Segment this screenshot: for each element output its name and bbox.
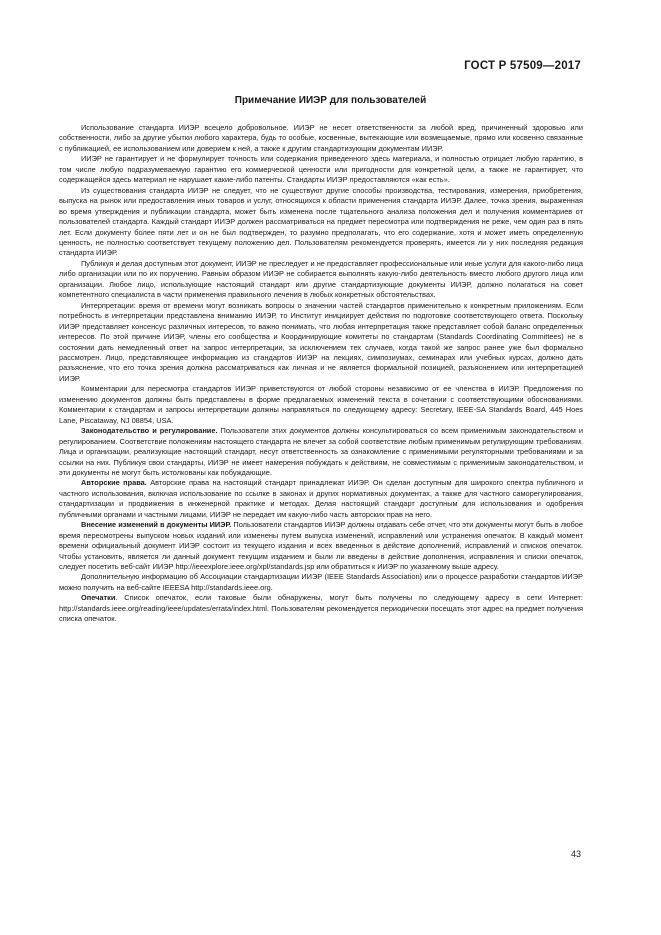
paragraph-lead: Внесение изменений в документы ИИЭР. [81,520,232,530]
page-title: Примечание ИИЭР для пользователей [234,95,427,106]
paragraph: Дополнительную информацию об Ассоциации стандартизации ИИЭР (IEEE Standards Association) или о процессе разработки стандартов ИИЭР можно получить на веб-сайте IEEESA http://standards.ieee.org. [59,572,583,592]
paragraph-errata: Опечатки. Список опечаток, если таковые были обнаружены, могут быть получены по следующему адресу в сети Интернет: http://standards.ieee.org/reading/ieee/updates/errata/index.html. Пользователям рекомендуется периодически посещать этот адрес на предмет получения списка опечаток. [59,593,583,624]
paragraph: Из существования стандарта ИИЭР не следует, что не существуют другие способы производства, тестирования, измерения, приобретения, выпуска на рынок или предоставления иных товаров и услуг, относящихся к области применения стандарта ИИЭР. Далее, точка зрения, выраженная во время утверждения и публикации стандарта, может быть изменена после тщательного анализа положения дел и получения комментариев от пользователей стандарта. Каждый стандарт ИИЭР должен рассматриваться на предмет пересмотра или подтверждения не реже, чем один раз в пять лет. Если документу более пяти лет и он не был подтвержден, то разумно предполагать, что его содержание, хотя и может иметь определенную ценность, не полностью соответствует текущему положению дел. Пользователям рекомендуется проверять, имеется ли у них последняя редакция стандарта ИИЭР. [59,185,583,258]
paragraph-lead: Опечатки [81,593,116,603]
paragraph-lead: Законодательство и регулирование. [81,426,218,436]
document-body [59,123,583,625]
paragraph-lead: Авторские права. [81,478,147,488]
paragraph: Использование стандарта ИИЭР всецело добровольное. ИИЭР не несет ответственности за любой вред, причиненный здоровью или собственности, либо за другие убытки любого характера, будь то особые, косвенные, вытекающие или возмещаемые, прямо или косвенно связанные с публикацией, ее использованием или доверием к ней, а также к другим стандартизующим документам ИИЭР. [59,123,583,153]
paragraph: Публикуя и делая доступным этот документ, ИИЭР не преследует и не предоставляет профессиональные или иные услуги для какого-либо лица либо организации или по их поручению. Равным образом ИИЭР не собирается выполнять какую-либо деятельность вместо любого другого лица или организации. Любое лицо, использующие настоящий стандарт или другие стандартизующие документы ИИЭР, должно полагаться на совет компетентного специалиста в части применения правильного лечения в любых конкретных обстоятельствах. [59,258,583,300]
paragraph: Интерпретации: время от времени могут возникать вопросы о значении частей стандартов применительно к конкретным приложениям. Если потребность в интерпретации представлена вниманию ИИЭР, то Институт инициирует действия по подготовке соответствующего ответа. Поскольку ИИЭР представляет консенсус различных интересов, то важно понимать, что любая интерпретация также представляет собой баланс определенных интересов. По этой причине ИИЭР, члены его сообщества и Координирующие комитеты по стандартам (Standards Coordinating Committees) не в состоянии дать немедленный ответ на запрос интерпретации, за исключением тех случаев, когда такой же запрос ранее уже был формально рассмотрен. Лицо, представляющее информацию из стандартов ИИЭР на лекциях, симпозиумах, семинарах или учебных курсах, должно дать разъяснение, что его точка зрения должна рассматриваться как личная и не является формальной позицией, разъяснением или интерпретацией ИИЭР. [59,300,583,383]
document-code: ГОСТ Р 57509—2017 [464,60,581,72]
paragraph: Комментарии для пересмотра стандартов ИИЭР приветствуются от любой стороны независимо от ее членства в ИИЭР. Предложения по изменению документов должны быть представлены в форме предлагаемых изменений текста в сочетании с соответствующими обоснованиями. Комментарии к стандартам и запросы интерпретации должны направляться по следующему адресу: Secretary, IEEE-SA Standards Board, 445 Hoes Lane, Piscataway, NJ 08854, USA. [59,384,583,425]
paragraph-copyright: Авторские права. Авторские права на настоящий стандарт принадлежат ИИЭР. Он сделан доступным для широкого спектра публичного и частного использования, включая использование по ссылке в законах и других нормативных документах, а также для частного саморегулирования, стандартизации и продвижения в инженерной практике и методах. Делая настоящий стандарт доступным для использования и одобрения публичными органами и частными лицами, ИИЭР не передает им какую-либо часть авторских прав на него. [59,478,583,519]
page-number: 43 [570,849,581,859]
paragraph-legislation: Законодательство и регулирование. Пользователи этих документов должны консультироваться со всем применимым законодательством и регулированием. Соответствие положениям настоящего стандарта не влечет за собой соответствие любым применимым регулирующим требованиям. Лица и организации, реализующие настоящий стандарт, несут ответственность за ознакомление с применимыми регуляторными требованиями и за ссылки на них. Публикуя свои стандарты, ИИЭР не имеет намерения побуждать к действиям, не совместимым с применимым законодательством, и эти документы не могут быть истолкованы как побуждающие. [59,426,584,477]
paragraph-updates: Внесение изменений в документы ИИЭР. Пользователи стандартов ИИЭР должны отдавать себе отчет, что эти документы могут быть в любое время пересмотрены выпуском новых изданий или изменены путем выпуска изменений, исправлений или устранения опечаток. В каждый момент времени официальный документ ИИЭР состоит из текущего издания и всех введенных в действие дополнений, исправлений и списков опечаток. Чтобы установить, является ли данный документ текущим изданием и были ли введены в действие дополнения, исправления и списки опечаток, следует посетить веб-сайт ИИЭР http://ieeexplore.ieee.org/xpl/standards.jsp или обратиться к ИИЭР по указанному выше адресу. [59,520,584,572]
paragraph: ИИЭР не гарантирует и не формулирует точность или содержания приведенного здесь материала, и полностью отрицает любую гарантию, в том числе любую подразумеваемую гарантию его коммерческой ценности или пригодности для конкретной цели, а также не гарантирует, что содержащейся здесь материал не нарушает какие-либо патенты. Стандарты ИИЭР предоставляются «как есть». [59,154,583,185]
